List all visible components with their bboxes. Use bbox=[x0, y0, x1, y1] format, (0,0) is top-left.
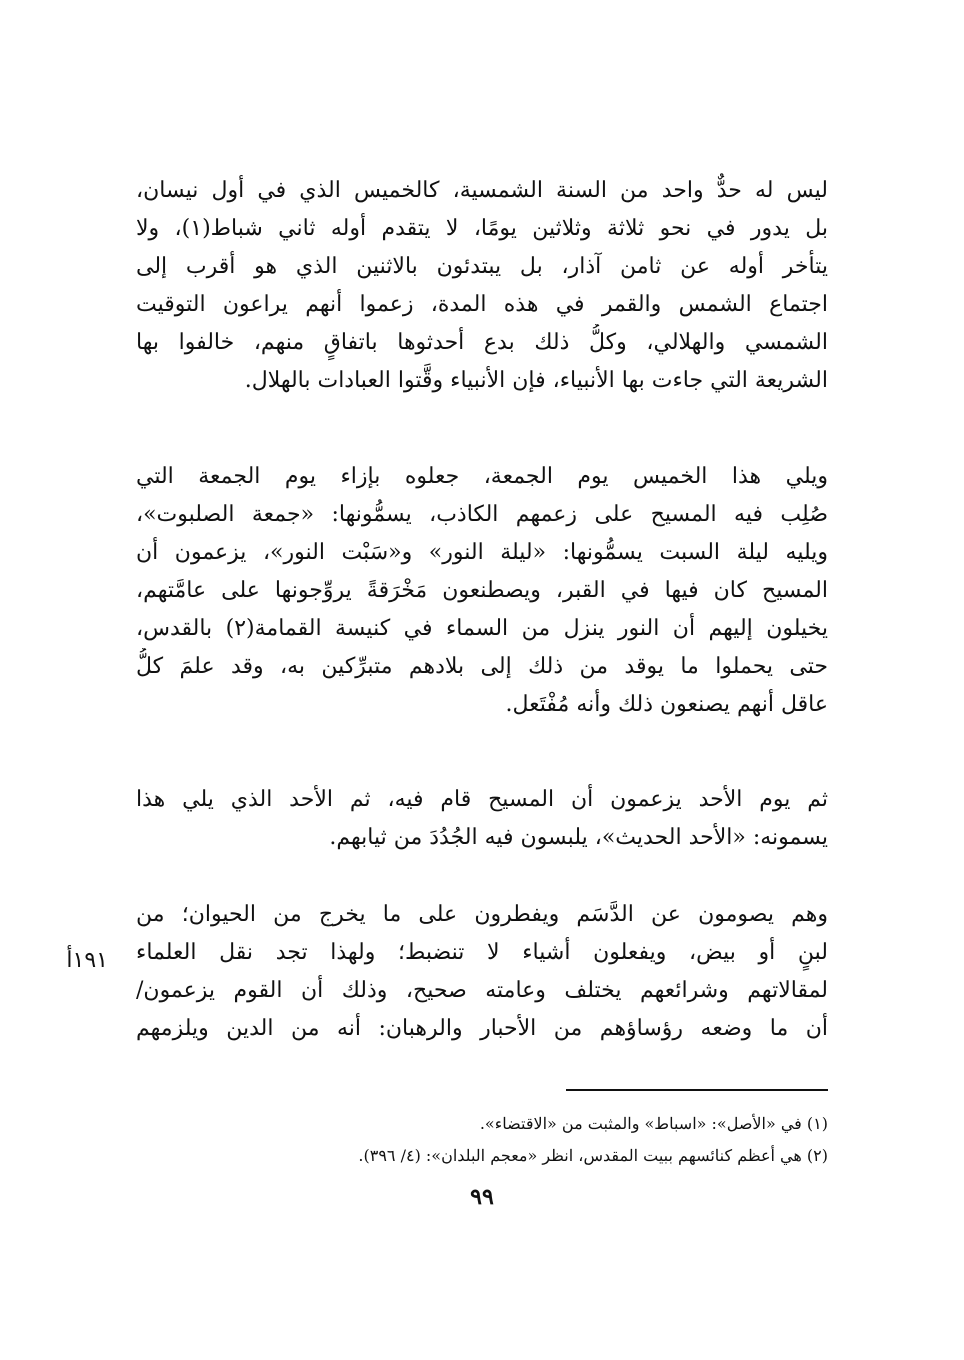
paragraph-line: يخيلون إليهم أن النور ينزل من السماء في كنيسة القمامة(٢) بالقدس، bbox=[136, 616, 828, 641]
paragraph-2 bbox=[136, 458, 828, 724]
page-number: ٩٩ bbox=[470, 1184, 494, 1210]
paragraph-3 bbox=[136, 781, 828, 857]
footnote: (١) في «الأصل»: «اسباط» والمثبت من «الاقتضاء». bbox=[479, 1114, 828, 1133]
footnotes bbox=[136, 1108, 828, 1172]
paragraph-line: حتى يحملوا ما يوقد من ذلك إلى بلادهم متبرِّكين به، وقد علمَ كلُّ bbox=[136, 654, 828, 679]
paragraph-line: وهم يصومون عن الدَّسَم ويفطرون على ما يخرج من الحيوان؛ من bbox=[136, 902, 828, 927]
paragraph-line: صُلِب فيه المسيح على زعمهم الكاذب، يسمُّونها: «جمعة الصلبوت»، bbox=[136, 502, 828, 527]
paragraph-line: الشريعة التي جاءت بها الأنبياء، فإن الأنبياء وقَّتوا العبادات بالهلال. bbox=[244, 368, 828, 393]
paragraph-line: يتأخر أوله عن ثامن آذار، بل يبتدئون بالاثنين الذي هو أقرب إلى bbox=[136, 254, 828, 279]
paragraph-line: ويليه ليلة السبت يسمُّونها: «ليلة النور» و«سَبْت النور»، يزعمون أن bbox=[136, 540, 828, 565]
manuscript-folio-note: ١٩١أ bbox=[66, 948, 108, 973]
paragraph-line: يسمونه: «الأحد الحديث»، يلبسون فيه الجُدُدَ من ثيابهم. bbox=[329, 825, 828, 850]
paragraph-line: أن ما وضعه رؤساؤهم من الأحبار والرهبان: أنه من الدين ويلزمهم bbox=[136, 1016, 828, 1041]
paragraph-line: لبنٍ أو بيض، ويفعلون أشياء لا تنضبط؛ ولهذا تجد نقل العلماء bbox=[136, 940, 828, 965]
footnote: (٢) هي أعظم كنائسهم ببيت المقدس، انظر «معجم البلدان»: (٤/ ٣٩٦). bbox=[358, 1146, 828, 1165]
paragraph-line: ليس له حدٌّ واحد من السنة الشمسية، كالخميس الذي في أول نيسان، bbox=[136, 178, 828, 203]
paragraph-1 bbox=[136, 172, 828, 400]
paragraph-line: ثم يوم الأحد يزعمون أن المسيح قام فيه، ثم الأحد الذي يلي هذا bbox=[136, 787, 828, 812]
paragraph-line: الشمسي والهلالي، وكلُّ ذلك بدع أحدثوها باتفاقٍ منهم، خالفوا بها bbox=[136, 330, 828, 355]
paragraph-line: لمقالاتهم وشرائعهم يختلف وعامته صحيح، وذلك أن القوم يزعمون/ bbox=[136, 978, 828, 1003]
paragraph-line: المسيح كان فيها في القبر، ويصطنعون مَخْرَقةً يروِّجونها على عامَّتهم، bbox=[136, 578, 828, 603]
footnote-separator bbox=[566, 1089, 828, 1091]
paragraph-line: ويلي هذا الخميس يوم الجمعة، جعلوه بإزاء يوم الجمعة التي bbox=[136, 464, 828, 489]
paragraph-line: بل يدور في نحو ثلاثة وثلاثين يومًا، لا يتقدم أوله ثاني شباط(١)، ولا bbox=[136, 216, 828, 241]
paragraph-4 bbox=[136, 896, 828, 1048]
paragraph-line: عاقل أنهم يصنعون ذلك وأنه مُفْتَعل. bbox=[505, 692, 828, 717]
paragraph-line: اجتماع الشمس والقمر في هذه المدة، زعموا أنهم يراعون التوقيت bbox=[136, 292, 828, 317]
